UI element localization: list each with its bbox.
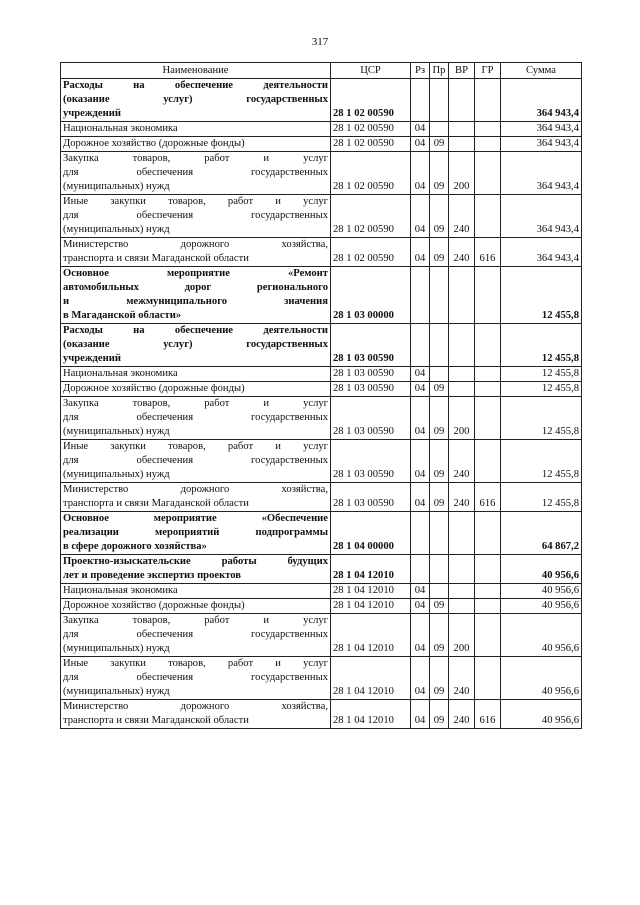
cell-name-line: Закупка товаров, работ и услуг [63,615,328,626]
cell-rz [411,79,430,122]
header-gr: ГР [475,63,501,79]
cell-sum: 40 956,6 [501,584,582,599]
cell-name [61,238,331,267]
cell-name-line: Закупка товаров, работ и услуг [63,153,328,164]
cell-pr: 09 [430,238,449,267]
cell-name-line: Дорожное хозяйство (дорожные фонды) [63,138,245,149]
cell-name [61,367,331,382]
table-body [61,79,582,729]
cell-pr [430,555,449,584]
header-rz: Рз [411,63,430,79]
table-row [61,440,582,483]
cell-name-line: транспорта и связи Магаданской области [63,253,249,264]
table-row [61,614,582,657]
cell-name-line: для обеспечения государственных [63,210,328,221]
cell-rz: 04 [411,382,430,397]
cell-gr [475,137,501,152]
cell-pr: 09 [430,599,449,614]
cell-sum: 40 956,6 [501,614,582,657]
cell-name [61,122,331,137]
cell-name-line: в Магаданской области» [63,310,182,321]
cell-pr [430,122,449,137]
table-header-row [61,63,582,79]
cell-pr [430,512,449,555]
cell-rz: 04 [411,440,430,483]
cell-vr: 240 [449,657,475,700]
cell-gr [475,555,501,584]
cell-pr [430,367,449,382]
table-row [61,79,582,122]
cell-pr [430,584,449,599]
cell-gr [475,512,501,555]
cell-name [61,137,331,152]
cell-name-line: Основное мероприятие «Ремонт [63,268,328,279]
cell-vr: 240 [449,195,475,238]
cell-name-line: Национальная экономика [63,123,178,134]
cell-csr: 28 1 02 00590 [331,152,411,195]
cell-vr [449,584,475,599]
cell-pr: 09 [430,614,449,657]
cell-rz [411,555,430,584]
cell-gr [475,324,501,367]
cell-rz: 04 [411,137,430,152]
cell-csr: 28 1 02 00590 [331,195,411,238]
cell-name-line: для обеспечения государственных [63,412,328,423]
cell-sum: 364 943,4 [501,79,582,122]
cell-name [61,512,331,555]
cell-sum: 364 943,4 [501,238,582,267]
cell-rz: 04 [411,614,430,657]
header-name: Наименование [61,63,331,79]
cell-pr: 09 [430,700,449,729]
cell-name [61,397,331,440]
header-sum: Сумма [501,63,582,79]
cell-name [61,195,331,238]
cell-name [61,700,331,729]
cell-vr [449,324,475,367]
cell-gr [475,367,501,382]
cell-sum: 64 867,2 [501,512,582,555]
table-row [61,122,582,137]
cell-vr [449,599,475,614]
budget-table [60,62,582,729]
cell-pr: 09 [430,483,449,512]
cell-sum: 12 455,8 [501,267,582,324]
cell-sum: 364 943,4 [501,137,582,152]
cell-name-line: (оказание услуг) государственных [63,94,328,105]
table-row [61,137,582,152]
cell-name [61,599,331,614]
cell-rz: 04 [411,367,430,382]
cell-name-line: учреждений [63,108,121,119]
page-number: 317 [311,36,329,48]
cell-vr [449,137,475,152]
cell-rz: 04 [411,397,430,440]
cell-name [61,483,331,512]
cell-sum: 40 956,6 [501,700,582,729]
cell-rz [411,324,430,367]
table-row [61,657,582,700]
header-pr: Пр [430,63,449,79]
cell-csr: 28 1 03 00590 [331,324,411,367]
table-row [61,324,582,367]
cell-name-line: для обеспечения государственных [63,167,328,178]
cell-name [61,440,331,483]
cell-csr: 28 1 03 00590 [331,440,411,483]
cell-pr: 09 [430,397,449,440]
cell-gr [475,195,501,238]
cell-vr [449,267,475,324]
table-row [61,238,582,267]
table-row [61,195,582,238]
cell-gr [475,267,501,324]
table-row [61,483,582,512]
header-csr: ЦСР [331,63,411,79]
cell-vr [449,79,475,122]
cell-pr: 09 [430,152,449,195]
cell-rz: 04 [411,657,430,700]
cell-pr [430,324,449,367]
cell-vr [449,382,475,397]
cell-name-line: (муниципальных) нужд [63,426,170,437]
cell-vr: 240 [449,440,475,483]
cell-csr: 28 1 03 00590 [331,367,411,382]
cell-name [61,152,331,195]
cell-csr: 28 1 03 00000 [331,267,411,324]
cell-vr: 200 [449,614,475,657]
cell-name-line: (муниципальных) нужд [63,686,170,697]
table-row [61,584,582,599]
table-row [61,555,582,584]
cell-gr [475,657,501,700]
cell-sum: 40 956,6 [501,599,582,614]
cell-name-line: Иные закупки товаров, работ и услуг [63,196,328,207]
cell-name-line: Министерство дорожного хозяйства, [63,484,328,495]
cell-sum: 12 455,8 [501,382,582,397]
header-vr: ВР [449,63,475,79]
cell-name-line: лет и проведение экспертиз проектов [63,570,241,581]
table-row [61,367,582,382]
table-row [61,599,582,614]
cell-csr: 28 1 02 00590 [331,122,411,137]
cell-pr [430,79,449,122]
cell-gr [475,584,501,599]
cell-rz: 04 [411,195,430,238]
cell-sum: 364 943,4 [501,122,582,137]
cell-name-line: (муниципальных) нужд [63,224,170,235]
cell-vr: 240 [449,483,475,512]
cell-name-line: учреждений [63,353,121,364]
cell-name-line: Закупка товаров, работ и услуг [63,398,328,409]
cell-name-line: транспорта и связи Магаданской области [63,715,249,726]
cell-rz: 04 [411,152,430,195]
cell-rz: 04 [411,584,430,599]
cell-rz: 04 [411,483,430,512]
cell-csr: 28 1 02 00590 [331,79,411,122]
cell-gr [475,599,501,614]
cell-name [61,614,331,657]
cell-csr: 28 1 02 00590 [331,238,411,267]
cell-name-line: Национальная экономика [63,368,178,379]
cell-name [61,657,331,700]
cell-name-line: автомобильных дорог регионального [63,282,328,293]
cell-rz [411,267,430,324]
table-row [61,512,582,555]
table-row [61,382,582,397]
cell-name-line: Расходы на обеспечение деятельности [63,80,328,91]
cell-gr [475,382,501,397]
cell-name [61,79,331,122]
cell-name-line: Основное мероприятие «Обеспечение [63,513,328,524]
cell-csr: 28 1 03 00590 [331,382,411,397]
cell-name-line: Расходы на обеспечение деятельности [63,325,328,336]
cell-sum: 12 455,8 [501,483,582,512]
cell-pr [430,267,449,324]
cell-vr [449,122,475,137]
cell-vr [449,555,475,584]
cell-sum: 12 455,8 [501,397,582,440]
cell-csr: 28 1 04 12010 [331,700,411,729]
cell-gr: 616 [475,700,501,729]
cell-name-line: и межмуниципального значения [63,296,328,307]
cell-gr [475,152,501,195]
cell-name-line: (оказание услуг) государственных [63,339,328,350]
cell-name [61,324,331,367]
cell-csr: 28 1 03 00590 [331,483,411,512]
cell-sum: 364 943,4 [501,152,582,195]
cell-sum: 12 455,8 [501,367,582,382]
cell-csr: 28 1 03 00590 [331,397,411,440]
cell-gr [475,122,501,137]
cell-name-line: Министерство дорожного хозяйства, [63,239,328,250]
cell-vr: 240 [449,700,475,729]
cell-name-line: для обеспечения государственных [63,455,328,466]
cell-sum: 364 943,4 [501,195,582,238]
cell-name-line: Иные закупки товаров, работ и услуг [63,441,328,452]
cell-name [61,382,331,397]
cell-rz: 04 [411,700,430,729]
cell-csr: 28 1 04 12010 [331,555,411,584]
cell-sum: 12 455,8 [501,440,582,483]
cell-gr: 616 [475,238,501,267]
cell-name-line: реализации мероприятий подпрограммы [63,527,328,538]
cell-name-line: (муниципальных) нужд [63,643,170,654]
cell-rz: 04 [411,238,430,267]
cell-rz [411,512,430,555]
cell-csr: 28 1 04 12010 [331,657,411,700]
cell-csr: 28 1 04 00000 [331,512,411,555]
cell-name-line: Министерство дорожного хозяйства, [63,701,328,712]
table-row [61,267,582,324]
cell-name [61,555,331,584]
cell-pr: 09 [430,382,449,397]
cell-csr: 28 1 04 12010 [331,614,411,657]
cell-pr: 09 [430,657,449,700]
cell-csr: 28 1 02 00590 [331,137,411,152]
cell-pr: 09 [430,440,449,483]
cell-vr [449,512,475,555]
cell-vr: 200 [449,152,475,195]
cell-rz: 04 [411,599,430,614]
cell-gr [475,614,501,657]
cell-name-line: Национальная экономика [63,585,178,596]
cell-csr: 28 1 04 12010 [331,584,411,599]
cell-vr [449,367,475,382]
cell-name-line: транспорта и связи Магаданской области [63,498,249,509]
table-row [61,397,582,440]
cell-name-line: (муниципальных) нужд [63,469,170,480]
cell-name-line: Дорожное хозяйство (дорожные фонды) [63,600,245,611]
cell-vr: 240 [449,238,475,267]
cell-sum: 40 956,6 [501,555,582,584]
cell-gr: 616 [475,483,501,512]
cell-name [61,267,331,324]
cell-gr [475,440,501,483]
cell-gr [475,397,501,440]
cell-rz: 04 [411,122,430,137]
cell-name-line: для обеспечения государственных [63,672,328,683]
table-row [61,700,582,729]
cell-name-line: в сфере дорожного хозяйства» [63,541,207,552]
cell-name-line: (муниципальных) нужд [63,181,170,192]
cell-sum: 40 956,6 [501,657,582,700]
cell-sum: 12 455,8 [501,324,582,367]
table-row [61,152,582,195]
cell-gr [475,79,501,122]
cell-name-line: Дорожное хозяйство (дорожные фонды) [63,383,245,394]
cell-name-line: Иные закупки товаров, работ и услуг [63,658,328,669]
cell-name-line: Проектно-изыскательские работы будущих [63,556,328,567]
cell-name [61,584,331,599]
cell-csr: 28 1 04 12010 [331,599,411,614]
cell-name-line: для обеспечения государственных [63,629,328,640]
cell-vr: 200 [449,397,475,440]
cell-pr: 09 [430,195,449,238]
cell-pr: 09 [430,137,449,152]
